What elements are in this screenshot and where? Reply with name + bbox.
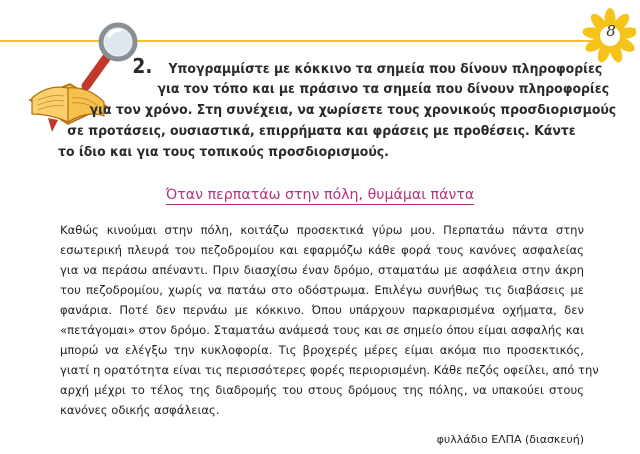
magnifier-icon — [86, 25, 135, 86]
body-line: μπορώ να ελέγξω την κυκλοφορία. Τις βροχερές μέρες είμαι ακόμα πιο προσεκτικός, — [60, 343, 584, 357]
instruction-line-4: σε προτάσεις, ουσιαστικά, επιρρήματα και φράσεις με προθέσεις. Κάντε — [67, 124, 576, 139]
text-title — [0, 187, 640, 203]
source-credit: φυλλάδιο ΕΛΠΑ (διασκευή) — [436, 433, 584, 446]
body-line: Καθώς κινούμαι στην πόλη, κοιτάζω προσεκτικά γύρω μου. Περπατάω πάντα στην — [60, 223, 584, 237]
body-line: αρχή μέχρι το τέλος της διαδρομής του στους δρόμους της πόλης, να υπακούει στους — [60, 383, 584, 397]
body-line: εσωτερική πλευρά του πεζοδρομίου και εφαρμόζω κάθε φορά τους κανόνες ασφαλείας — [60, 243, 584, 257]
instruction-line-5: το ίδιο και για τους τοπικούς προσδιορισμούς. — [58, 145, 389, 160]
body-line: του πεζοδρομίου, χωρίς να πατάω στο οδόστρωμα. Επιλέγω συνήθως τις διαβάσεις με — [60, 283, 584, 297]
page-number: 8 — [606, 22, 616, 40]
instruction-line-3: για τον χρόνο. Στη συνέχεια, να χωρίσετε τους χρονικούς προσδιορισμούς — [89, 103, 617, 118]
body-line: για να περάσω απέναντι. Πριν διασχίσω έναν δρόμο, σταματάω με ασφάλεια στην άκρη — [60, 263, 584, 277]
exercise-number: 2. — [132, 54, 153, 78]
instruction-line-1: Υπογραμμίστε με κόκκινο τα σημεία που δίνουν πληροφορίες — [168, 62, 603, 77]
body-line: «πετάγομαι» στον δρόμο. Σταματάω ανάμεσά τους και σε σημείο όπου είμαι ασφαλής και — [60, 323, 585, 337]
instruction-line-2: για τον τόπο και με πράσινο τα σημεία που δίνουν πληροφορίες — [157, 82, 610, 97]
text-title-label: Όταν περπατάω στην πόλη, θυμάμαι πάντα — [165, 187, 475, 203]
body-line: φανάρια. Ποτέ δεν περνάω με κόκκινο. Όπου υπάρχουν παρκαρισμένα οχήματα, δεν — [60, 303, 584, 317]
body-line: γιατί η ορατότητα είναι τις περισσότερες φορές περιορισμένη. Κάθε πεζός οφείλει, από την — [60, 363, 599, 377]
body-line: κανόνες οδικής ασφάλειας. — [60, 403, 220, 417]
